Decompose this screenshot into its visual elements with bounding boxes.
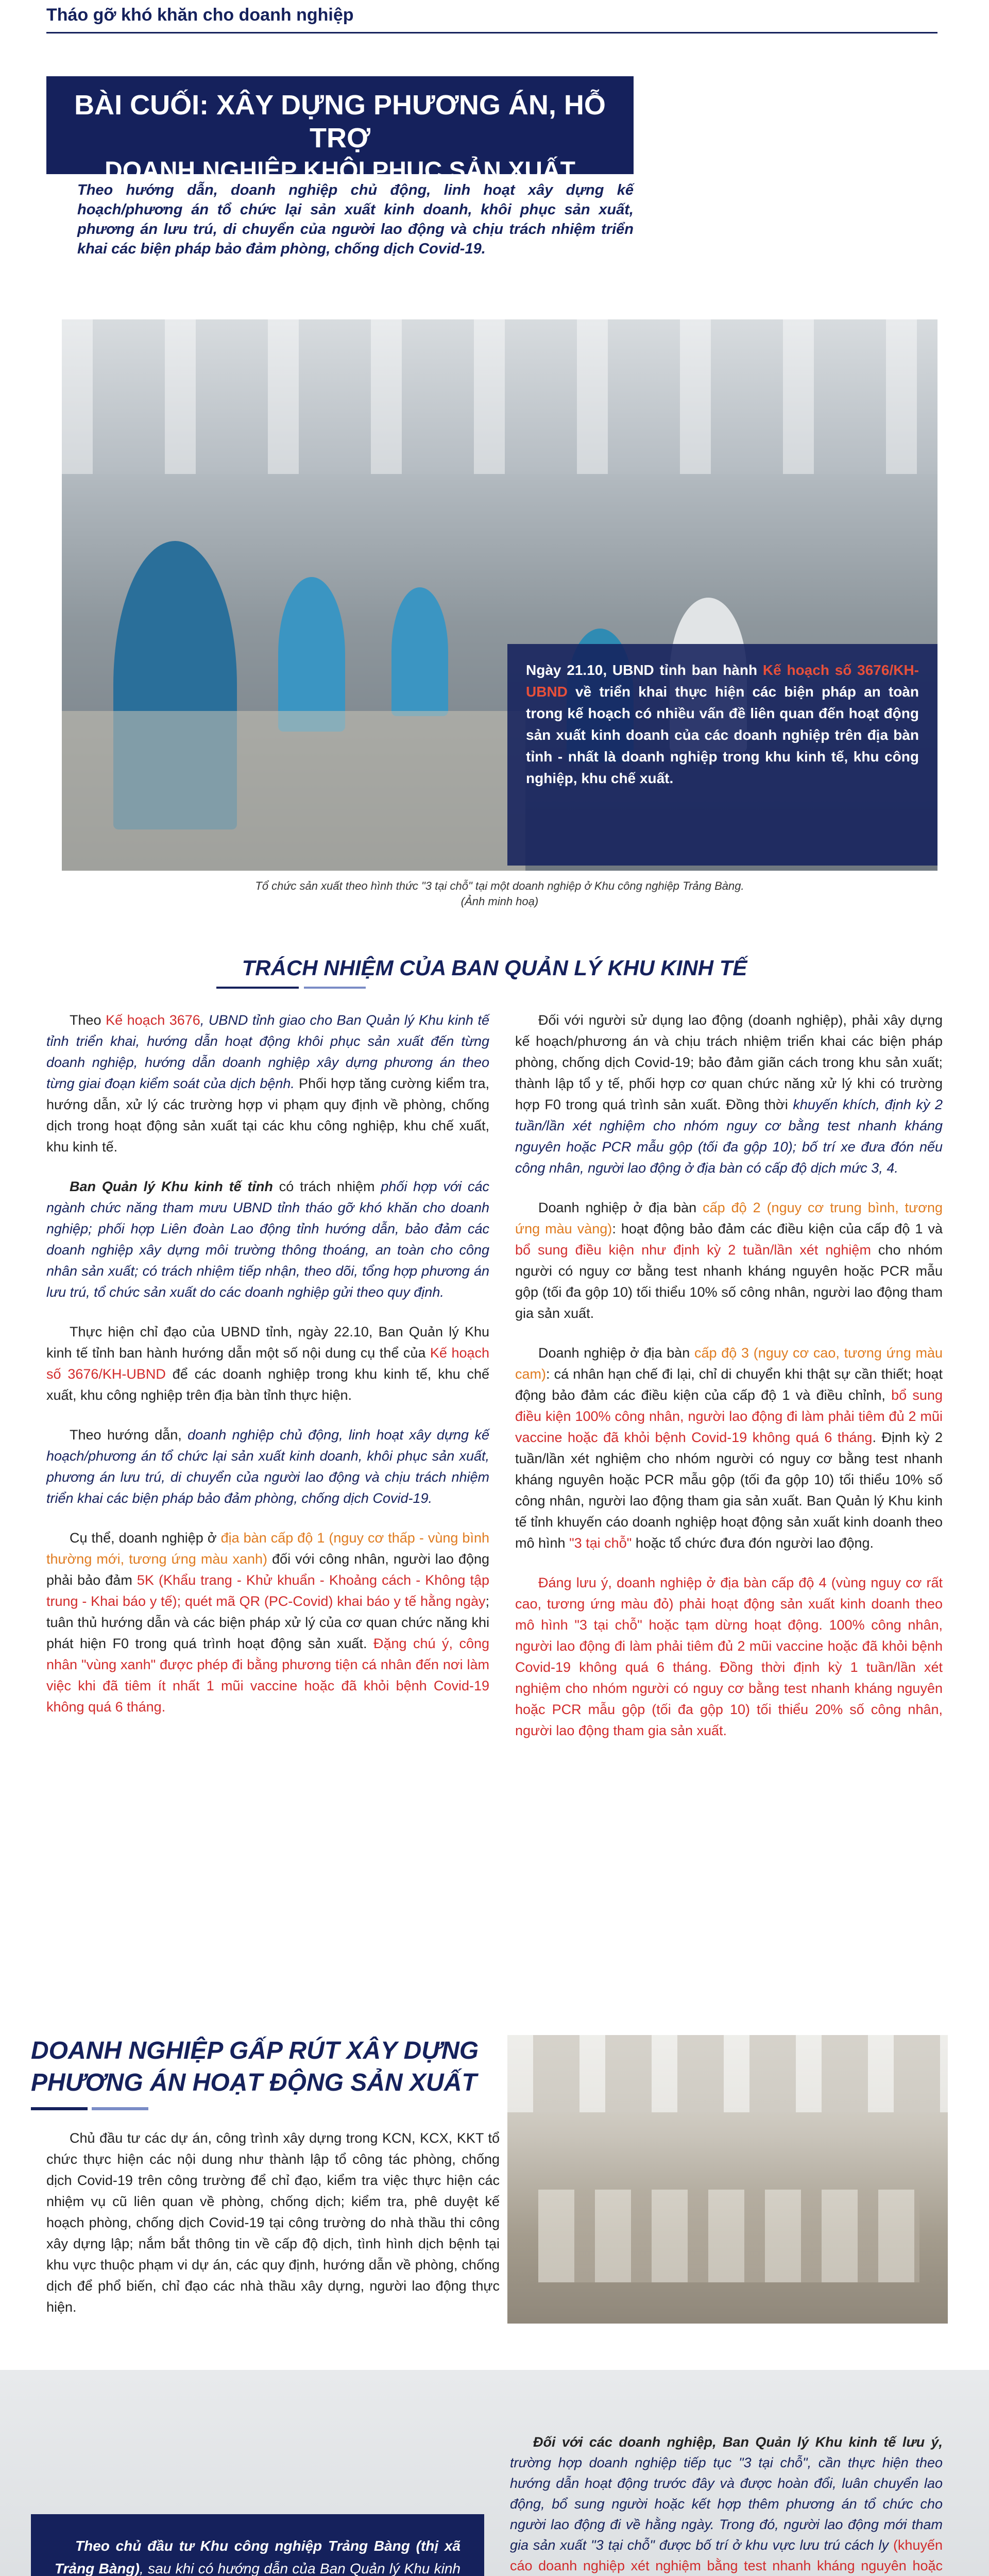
caption-line-1: Tổ chức sản xuất theo hình thức "3 tại chỗ" tại một doanh nghiệp ở Khu công nghiệp Trảng Bàng.: [255, 879, 744, 892]
s1-left-p4: Theo hướng dẫn, doanh nghiệp chủ động, linh hoạt xây dựng kế hoạch/phương án tổ chức lại sản xuất kinh doanh, khôi phục sản xuất, phương án lưu trú, di chuyển của người lao động và chịu trách nhiệm triển khai các biện pháp bảo đảm phòng, chống dịch Covid-19.: [46, 1427, 489, 1506]
overlay-text-post: về triển khai thực hiện các biện pháp an toàn trong kế hoạch có nhiều vấn đề liên quan đến hoạt động sản xuất kinh doanh của các doanh nghiệp trên địa bàn tỉnh - nhất là doanh nghiệp trong khu kinh tế, khu công nghiệp, khu chế xuất.: [526, 684, 919, 786]
s1-left-p2: Ban Quản lý Khu kinh tế tỉnh có trách nhiệm phối hợp với các ngành chức năng tham mưu UBND tỉnh tháo gỡ khó khăn cho doanh nghiệp; phối hợp Liên đoàn Lao động tỉnh hướng dẫn, bảo đảm các doanh nghiệp xây dựng môi trường thông thoáng, an toàn cho công nhân sản xuất; có trách nhiệm tiếp nhận, theo dõi, tổng hợp phương án lưu trú, tổ chức sản xuất do các doanh nghiệp gửi theo quy định.: [46, 1179, 489, 1300]
s1-left-p3: Thực hiện chỉ đạo của UBND tỉnh, ngày 22.10, Ban Quản lý Khu kinh tế tỉnh ban hành hướng dẫn một số nội dung cụ thể của Kế hoạch số 3676/KH-UBND để các doanh nghiệp trong khu kinh tế, khu chế xuất, khu công nghiệp trên địa bàn tỉnh thực hiện.: [46, 1324, 490, 1403]
kicker: Tháo gỡ khó khăn cho doanh nghiệp: [46, 5, 354, 25]
headline-line-2: DOANH NGHIỆP KHÔI PHỤC SẢN XUẤT: [105, 157, 575, 184]
s1-right-p1: Đối với người sử dụng lao động (doanh nghiệp), phải xây dựng kế hoạch/phương án và chịu trách nhiệm triển khai các biện pháp phòng, chống dịch Covid-19; bảo đảm giãn cách trong khu sản xuất; thành lập tổ y tế, phối hợp cơ quan chức năng xử lý khi có trường hợp F0 trong quá trình sản xuất. Đồng thời khuyến khích, định kỳ 2 tuần/lần xét nghiệm cho nhóm nguy cơ bằng test nhanh kháng nguyên hoặc PCR mẫu gộp (tối đa gộp 10); bố trí xe đưa đón nếu công nhân, người lao động ở địa bàn có cấp độ dịch mức 3, 4.: [515, 1012, 943, 1176]
sapo: Theo hướng dẫn, doanh nghiệp chủ động, linh hoạt xây dựng kế hoạch/phương án tổ chức lại sản xuất kinh doanh, khôi phục sản xuất, phương án lưu trú, di chuyển của người lao động và chịu trách nhiệm triển khai các biện pháp bảo đảm phòng, chống dịch Covid-19.: [77, 182, 634, 257]
headline-line-1: BÀI CUỐI: XÂY DỰNG PHƯƠNG ÁN, HỖ TRỢ: [74, 90, 606, 154]
headline-box: [46, 76, 634, 184]
s1-left-p1: Theo Kế hoạch 3676, UBND tỉnh giao cho Ban Quản lý Khu kinh tế tỉnh triển khai, hướng dẫn hoạt động khôi phục sản xuất đến từng doanh nghiệp, hướng dẫn doanh nghiệp xây dựng phương án theo từng giai đoạn kiểm soát của dịch bệnh. Phối hợp tăng cường kiểm tra, hướng dẫn, xử lý các trường hợp vi phạm quy định về phòng, chống dịch trong hoạt động sản xuất tại các khu công nghiệp, khu chế xuất, khu kinh tế.: [46, 1012, 490, 1155]
kicker-divider: [46, 32, 937, 33]
section1-line-left: [216, 987, 299, 989]
section1-title: TRÁCH NHIỆM CỦA BAN QUẢN LÝ KHU KINH TẾ: [242, 956, 747, 980]
s1-right-p4: Đáng lưu ý, doanh nghiệp ở địa bàn cấp độ 4 (vùng nguy cơ rất cao, tương ứng màu đỏ) phải hoạt động sản xuất kinh doanh theo mô hình "3 tại chỗ" hoặc tạm dừng hoạt động. 100% công nhân, người lao động đi làm phải tiêm đủ 2 mũi vaccine hoặc đã khỏi bệnh Covid-19 không quá 6 tháng. Đồng thời định kỳ 1 tuần/lần xét nghiệm cho nhóm người có nguy cơ bằng test nhanh kháng nguyên hoặc PCR mẫu gộp (tối đa gộp 10) tối thiểu 20% số công nhân, người lao động tham gia sản xuất.: [515, 1575, 943, 1738]
plan-3676-link: Kế hoạch 3676: [106, 1012, 200, 1028]
s3-box-p1: Theo chủ đầu tư Khu công nghiệp Trảng Bàng (thị xã Trảng Bàng), sau khi có hướng dẫn của Ban Quản lý Khu kinh: [55, 2538, 461, 2576]
s1-right-p2: Doanh nghiệp ở địa bàn cấp độ 2 (nguy cơ trung bình, tương ứng màu vàng): hoạt động bảo đảm các điều kiện của cấp độ 1 và bổ sung điều kiện như định kỳ 2 tuần/lần xét nghiệm cho nhóm người có nguy cơ bằng test nhanh kháng nguyên hoặc PCR mẫu gộp (tối đa gộp 10) tối thiểu 10% số công nhân, người lao động tham gia sản xuất.: [515, 1200, 943, 1321]
section3-right-column: [510, 2432, 943, 2576]
section1-right-column: [515, 1010, 943, 1760]
s1-left-p5: Cụ thể, doanh nghiệp ở địa bàn cấp độ 1 (nguy cơ thấp - vùng bình thường mới, tương ứng màu xanh) đối với công nhân, người lao động phải bảo đảm 5K (Khẩu trang - Khử khuẩn - Khoảng cách - Không tập trung - Khai báo y tế); quét mã QR (PC-Covid) khai báo y tế hằng ngày; tuân thủ hướng dẫn và các biện pháp xử lý của cơ quan chức năng khi phát hiện F0 trong quá trình hoạt động sản xuất. Đặng chú ý, công nhân "vùng xanh" được phép đi bằng phương tiện cá nhân đến nơi làm việc khi đã tiêm ít nhất 1 mũi vaccine hoặc đã khỏi bệnh Covid-19 không quá 6 tháng.: [46, 1530, 490, 1715]
s3-right-p1: Đối với các doanh nghiệp, Ban Quản lý Khu kinh tế lưu ý, trường hợp doanh nghiệp tiếp tục "3 tại chỗ", cần thực hiện theo hướng dẫn hoạt động trước đây và được hoàn đổi, luân chuyển lao động, bổ sung người hoặc kết hợp thêm phương án tổ chức cho người lao động đi về hằng ngày. Trong đó, người lao động mới tham gia sản xuất "3 tại chỗ" được bố trí ở khu vực lưu trú cách ly (khuyến cáo doanh nghiệp xét nghiệm bằng test nhanh kháng nguyên hoặc: [510, 2434, 943, 2573]
section2-title-line-1: DOANH NGHIỆP GẤP RÚT XÂY DỰNG: [31, 2037, 479, 2064]
section1-left-column: [46, 1010, 489, 1736]
section1-line-right: [304, 987, 366, 989]
section2-bar: [31, 2107, 88, 2110]
overlay-text-pre: Ngày 21.10, UBND tỉnh ban hành: [526, 662, 758, 678]
hero-caption: [62, 878, 937, 909]
section3-quote-box: [31, 2514, 484, 2576]
s1-right-p3: Doanh nghiệp ở địa bàn cấp độ 3 (nguy cơ cao, tương ứng màu cam): cá nhân hạn chế đi lại, chỉ di chuyển khi thật sự cần thiết; hoạt động bảo đảm các điều kiện của cấp độ 1 và điều chỉnh, bổ sung điều kiện 100% công nhân, người lao động đi làm phải tiêm đủ 2 mũi vaccine hoặc đã khỏi bệnh Covid-19 không quá 6 tháng. Định kỳ 2 tuần/lần xét nghiệm cho nhóm người có nguy cơ bằng test nhanh kháng nguyên hoặc PCR mẫu gộp (tối đa gộp 10) tối thiểu 10% số công nhân, người lao động tham gia sản xuất. Ban Quản lý Khu kinh tế tỉnh khuyến cáo doanh nghiệp hoạt động sản xuất kinh doanh theo mô hình "3 tại chỗ" hoặc tổ chức đưa đón người lao động.: [515, 1345, 943, 1551]
section2-bar-accent: [92, 2107, 148, 2110]
hero-overlay: [507, 644, 937, 866]
section2-photo: [507, 2035, 948, 2324]
section2-title: [31, 2035, 479, 2099]
caption-line-2: (Ảnh minh hoạ): [461, 895, 539, 908]
overlay-highlight: Kế hoạch số 3676/KH-UBND: [526, 662, 919, 700]
section2-title-line-2: PHƯƠNG ÁN HOẠT ĐỘNG SẢN XUẤT: [31, 2069, 477, 2096]
section2-paragraph: Chủ đầu tư các dự án, công trình xây dựng trong KCN, KCX, KKT tổ chức thực hiện các nội dung như thành lập tổ công tác phòng, chống dịch Covid-19 trên công trường để chỉ đạo, kiểm tra việc thực hiện các nhiệm vụ cũ liên quan về phòng, chống dịch; kiểm tra, phê duyệt kế hoạch phòng, chống dịch Covid-19 tại công trường do nhà thầu thi công xây dựng lập; nắm bắt thông tin về cấp độ dịch, tình hình dịch bệnh tại khu vực thuộc phạm vi dự án, các quy định, hướng dẫn về phòng, chống dịch để phổ biến, chỉ đạo các nhà thầu xây dựng, người lao động thực hiện.: [46, 2130, 500, 2315]
